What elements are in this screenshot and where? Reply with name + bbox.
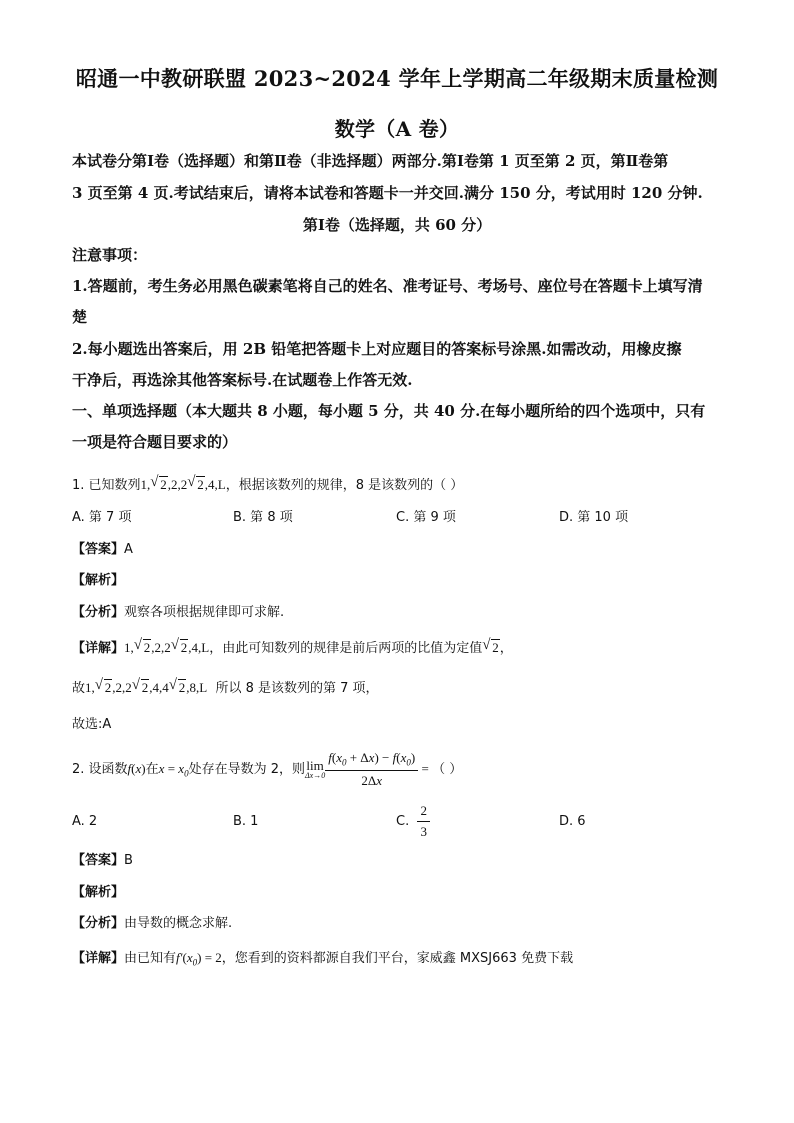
exam-title: 昭通一中教研联盟 2023~2024 学年上学期高二年级期末质量检测 (75, 66, 719, 91)
question-2-option-d: D. 6 (559, 814, 586, 829)
question-2-fenxi: 【分析】由导数的概念求解. (72, 916, 233, 931)
note-1-line-2: 楚 (72, 308, 88, 326)
question-2-option-b: B. 1 (233, 814, 259, 829)
question-1-option-d: D. 第 10 项 (559, 510, 629, 525)
question-1-choose: 故选:A (72, 717, 112, 732)
fraction-two-thirds: $\frac{2}{3}$ (417, 803, 430, 840)
question-1-analysis-label: 【解析】 (72, 573, 125, 588)
section-1-line-2: 一项是符合题目要求的） (72, 433, 238, 451)
question-1-fenxi: 【分析】观察各项根据规律即可求解. (72, 605, 285, 620)
intro-line-1: 本试卷分第Ⅰ卷（选择题）和第Ⅱ卷（非选择题）两部分.第Ⅰ卷第 1 页至第 2 页，第Ⅱ卷第 (72, 152, 669, 170)
question-1-option-a: A. 第 7 项 (72, 510, 132, 525)
note-2-line-2: 干净后，再选涂其他答案标号.在试题卷上作答无效. (72, 371, 413, 389)
question-2-option-a: A. 2 (72, 814, 98, 829)
notes-heading: 注意事项： (72, 246, 148, 264)
question-1-option-b: B. 第 8 项 (233, 510, 293, 525)
question-1-conclusion: 故1, √ 2,2,2 √ 2,4,4 √ 2,8,L 所以 8 是该数列的第 7 项， (72, 677, 379, 696)
intro-line-2: 3 页至第 4 页.考试结束后，请将本试卷和答题卡一并交回.满分 150 分，考试用时 120 分钟. (72, 184, 703, 202)
section-1-line-1: 一、单项选择题（本大题共 8 小题，每小题 5 分，共 40 分.在每小题所给的四个选项中，只有 (72, 402, 706, 420)
note-2-line-1: 2.每小题选出答案后，用 2B 铅笔把答题卡上对应题目的答案标号涂黑.如需改动，用橡皮擦 (72, 340, 682, 358)
question-2-analysis-label: 【解析】 (72, 885, 125, 900)
function-f-x: f(x) (127, 760, 146, 776)
question-2: 2. 设函数f(x)在$x = x_0$处存在导数为 2，则 lim Δx→0 $\frac{f(x_0 + \Delta x) - f(x_0)}{2\Delta x}$ = （ ） (72, 750, 463, 788)
part1-title: 第Ⅰ卷（选择题，共 60 分） (302, 216, 492, 234)
question-2-prefix: 2. 设函数 (72, 761, 128, 777)
note-1-line-1: 1.答题前，考生务必用黑色碳素笔将自己的姓名、准考证号、考场号、座位号在答题卡上填写清 (72, 277, 703, 295)
question-1 (72, 474, 463, 493)
question-1-sequence: 1, √ 2,2,2 √ 2,4,L (140, 474, 226, 492)
point-x0: $x = x_0$ (158, 760, 189, 779)
question-1-prefix: 1. 已知数列 (72, 478, 141, 493)
limit-expression: lim Δx→0 (304, 757, 326, 780)
derivative-expression: $f'(x_0) = 2$ (176, 950, 222, 968)
question-2-detail: 【详解】由已知有$f'(x_0) = 2$，您看到的资料都源自我们平台，家威鑫 MXSJ663 免费下载 (72, 950, 574, 968)
question-2-option-c: C. $\frac{2}{3}$ (396, 803, 430, 840)
question-1-answer: 【答案】A (72, 542, 133, 557)
sqrt-symbol: √ 2 (150, 474, 167, 492)
difference-quotient: $\frac{f(x_0 + \Delta x) - f(x_0)}{2\Delta x}$ (325, 750, 418, 789)
question-1-detail: 【详解】1, √ 2,2,2 √ 2,4,L，由此可知数列的规律是前后两项的比值为定值 √ 2， (72, 637, 513, 656)
question-1-option-c: C. 第 9 项 (396, 510, 456, 525)
exam-subtitle: 数学（A 卷） (334, 117, 460, 141)
question-2-answer: 【答案】B (72, 853, 133, 868)
question-1-suffix: ，根据该数列的规律，8 是该数列的（ ） (225, 478, 464, 493)
